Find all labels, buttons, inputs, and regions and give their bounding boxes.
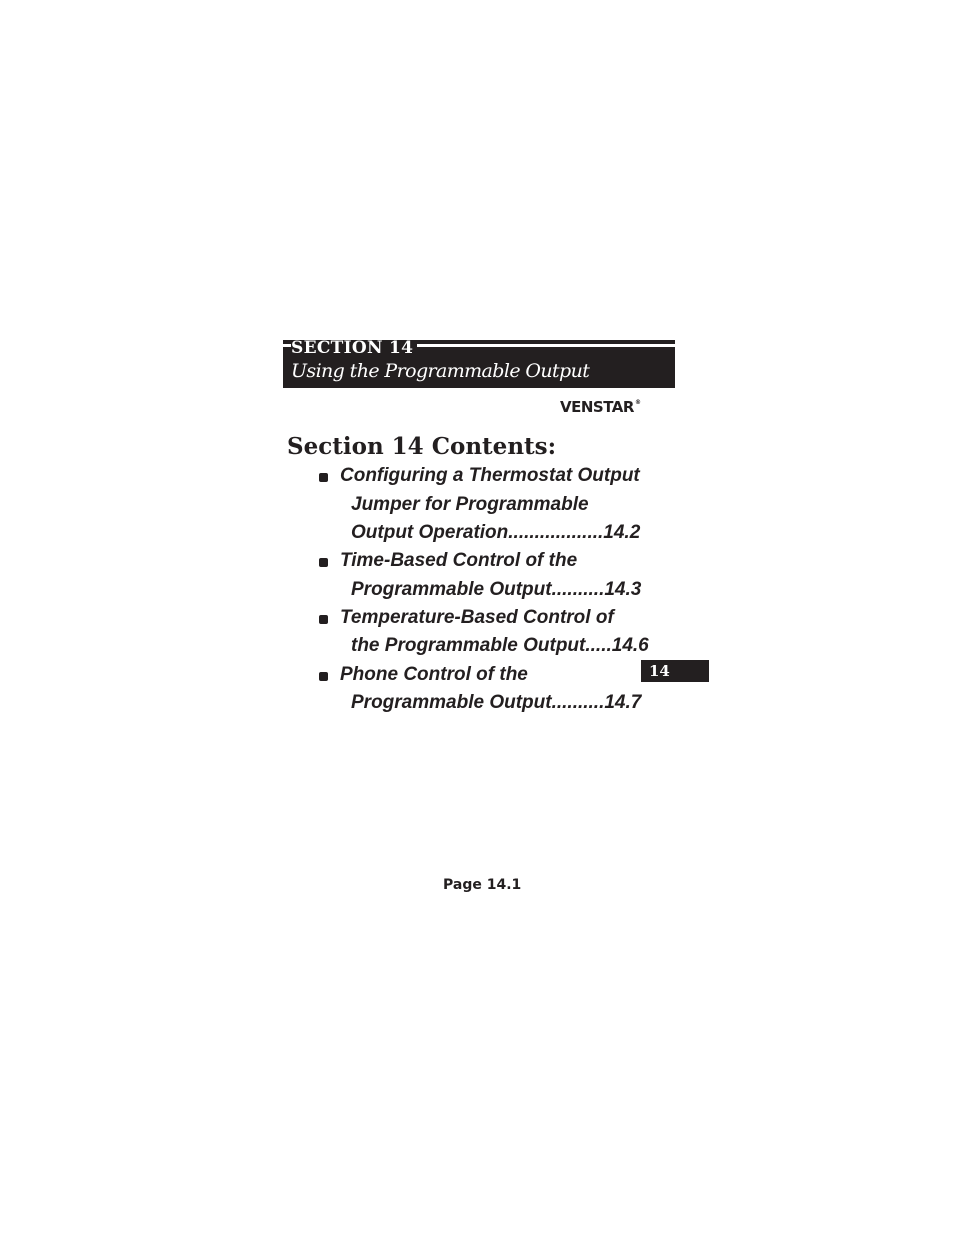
toc-item-3-line-1: Temperature-Based Control of bbox=[340, 607, 614, 628]
toc-item-2-line-1: Time-Based Control of the bbox=[340, 550, 578, 571]
toc-item-1-line-1: Configuring a Thermostat Output bbox=[340, 465, 640, 486]
section-subtitle: Using the Programmable Output bbox=[291, 360, 590, 382]
venstar-logo bbox=[560, 398, 640, 416]
page-number: Page 14.1 bbox=[443, 877, 522, 893]
registered-mark: ® bbox=[634, 399, 641, 406]
toc-item-1-line-3: Output Operation..................14.2 bbox=[351, 522, 641, 543]
toc-item-4-line-1: Phone Control of the bbox=[340, 664, 528, 685]
section-header-band bbox=[283, 340, 675, 388]
toc-item-1-line-2: Jumper for Programmable bbox=[351, 494, 589, 515]
bullet-icon bbox=[319, 615, 328, 624]
brand-name: VENSTAR bbox=[560, 398, 634, 416]
section-label: SECTION 14 bbox=[291, 340, 417, 357]
toc-item-3-line-2: the Programmable Output.....14.6 bbox=[351, 635, 649, 656]
bullet-icon bbox=[319, 558, 328, 567]
bullet-icon bbox=[319, 473, 328, 482]
toc-item-2-line-2: Programmable Output..........14.3 bbox=[351, 579, 642, 600]
bullet-icon bbox=[319, 672, 328, 681]
contents-title: Section 14 Contents: bbox=[287, 433, 557, 460]
section-tab-marker: 14 bbox=[641, 660, 709, 682]
toc-item-4-line-2: Programmable Output..........14.7 bbox=[351, 692, 642, 713]
